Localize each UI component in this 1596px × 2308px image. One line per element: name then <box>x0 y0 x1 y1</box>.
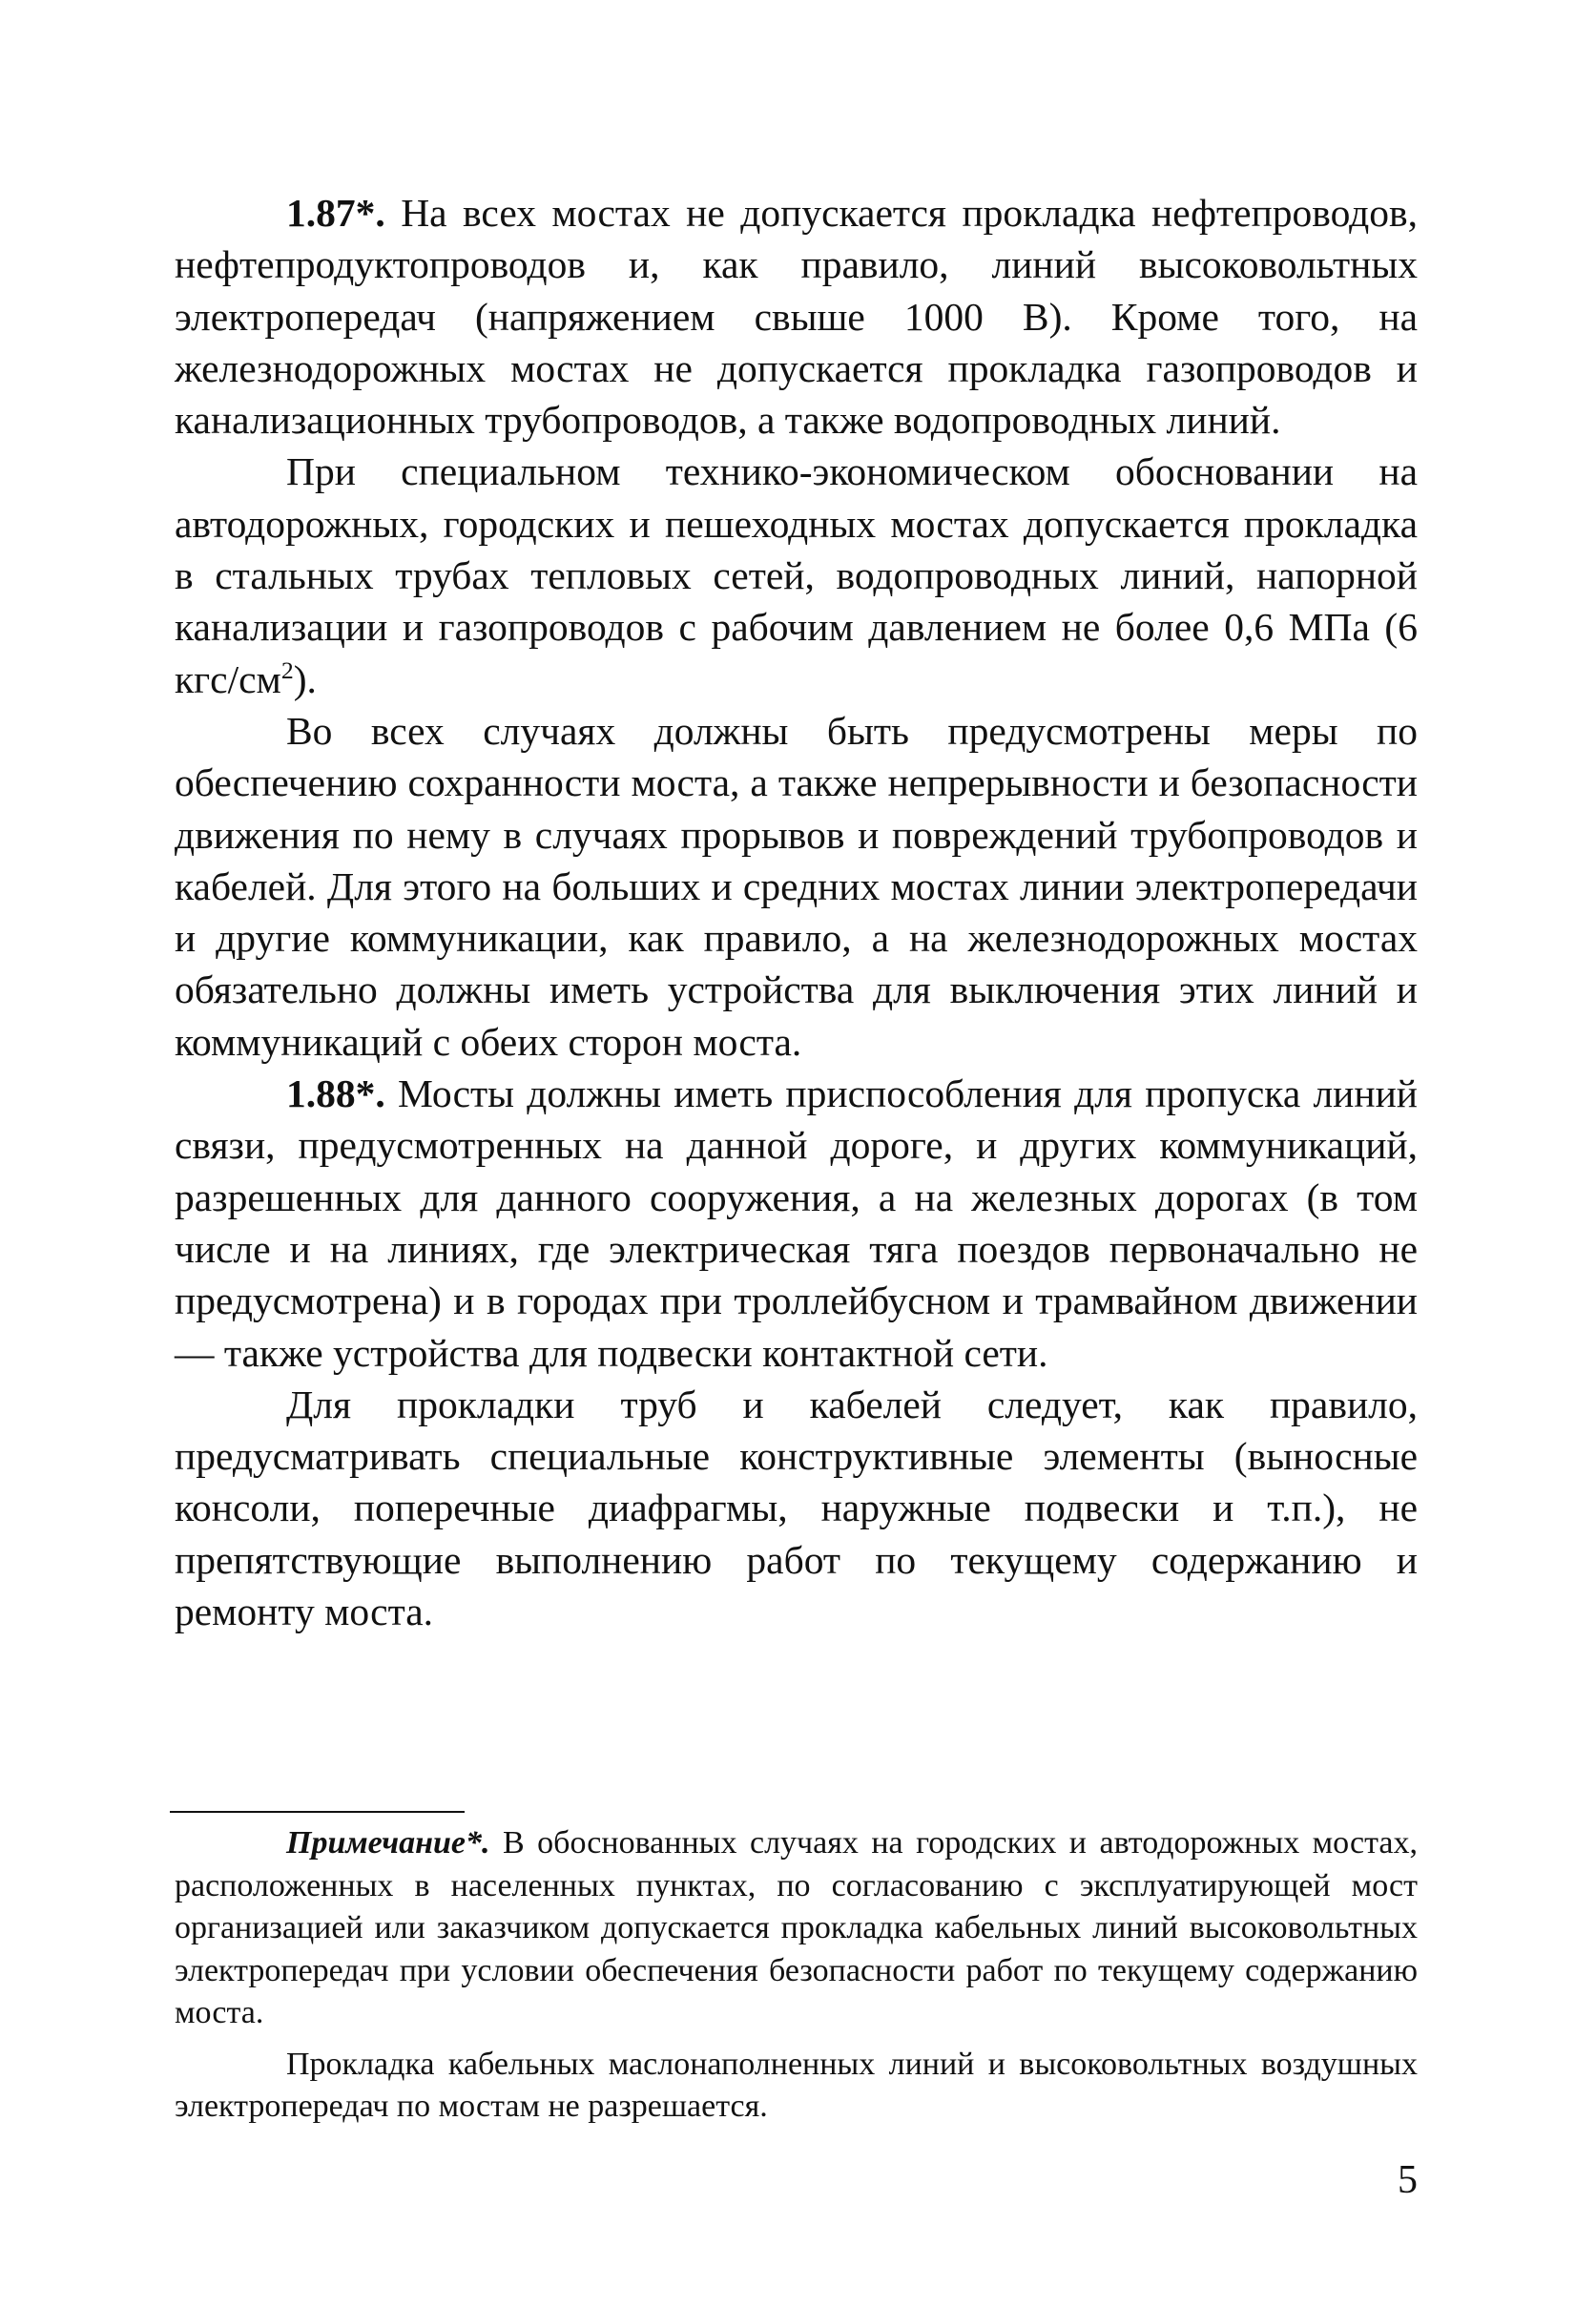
clause-1-87-paragraph-3 <box>175 705 1418 1068</box>
clause-number: 1.87*. <box>286 191 385 235</box>
note-label: Примечание*. <box>286 1825 490 1861</box>
paragraph-text-end: ). <box>293 656 317 701</box>
note-text: В обоснованных случаях на городских и автодорожных мостах, расположенных в населенных пунктах, по согласованию с эксплуатирующей мост организацией или заказчиком допускается прокладка кабельных линий высоковольтных электропередач при условии обеспечения безопасности работ по текущему содержанию моста. <box>175 1825 1418 2030</box>
footnote-paragraph-2 <box>175 2044 1418 2129</box>
footnote-paragraph <box>175 1822 1418 2035</box>
footnote <box>175 1822 1418 2129</box>
footnote-divider <box>170 1811 465 1813</box>
clause-number: 1.88*. <box>286 1071 385 1116</box>
paragraph-text: Во всех случаях должны быть предусмотрены меры по обеспечению сохранности моста, а также непрерывности и безопасности движения по нему в случаях прорывов и повреждений трубопроводов и кабелей. Для этого на больших и средних мостах линии электропередачи и другие коммуникации, как правило, а на железнодорожных мостах обязательно должны иметь устройства для выключения этих линий и коммуникаций с обеих сторон моста. <box>175 708 1418 1064</box>
note-text: Прокладка кабельных маслонаполненных линий и высоковольтных воздушных электропередач по мостам не разрешается. <box>175 2046 1418 2124</box>
superscript: 2 <box>280 655 294 684</box>
paragraph-text: Для прокладки труб и кабелей следует, как правило, предусматривать специальные конструктивные элементы (выносные консоли, поперечные диафрагмы, наружные подвески и т.п.), не препятствующие выполнению работ по текущему содержанию и ремонту моста. <box>175 1382 1418 1634</box>
clause-1-88-paragraph <box>175 1068 1418 1379</box>
clause-text: Мосты должны иметь приспособления для пропуска линий связи, предусмотренных на данной дороге, и других коммуникаций, разрешенных для данного сооружения, а на железных дорогах (в том числе и на линиях, где электрическая тяга поездов первоначально не предусмотрена) и в городах при троллейбусном и трамвайном движении — также устройства для подвески контактной сети. <box>175 1071 1418 1375</box>
clause-text: На всех мостах не допускается прокладка нефтепроводов, нефтепродуктопроводов и, как правило, линий высоковольтных электропередач (напряжением свыше 1000 В). Кроме того, на железнодорожных мостах не допускается прокладка газопроводов и канализационных трубопроводов, а также водопроводных линий. <box>175 191 1418 443</box>
clause-1-87-paragraph-2 <box>175 446 1418 704</box>
clause-1-87-paragraph <box>175 187 1418 446</box>
clause-1-88-paragraph-2 <box>175 1379 1418 1637</box>
main-text <box>175 187 1418 1637</box>
paragraph-text: При специальном технико-экономическом обосновании на автодорожных, городских и пешеходных мостах допускается прокладка в стальных трубах тепловых сетей, водопроводных линий, напорной канализации и газопроводов с рабочим давлением не более 0,6 МПа (6 кгс/см <box>175 449 1418 701</box>
page-number: 5 <box>1398 2158 1418 2202</box>
